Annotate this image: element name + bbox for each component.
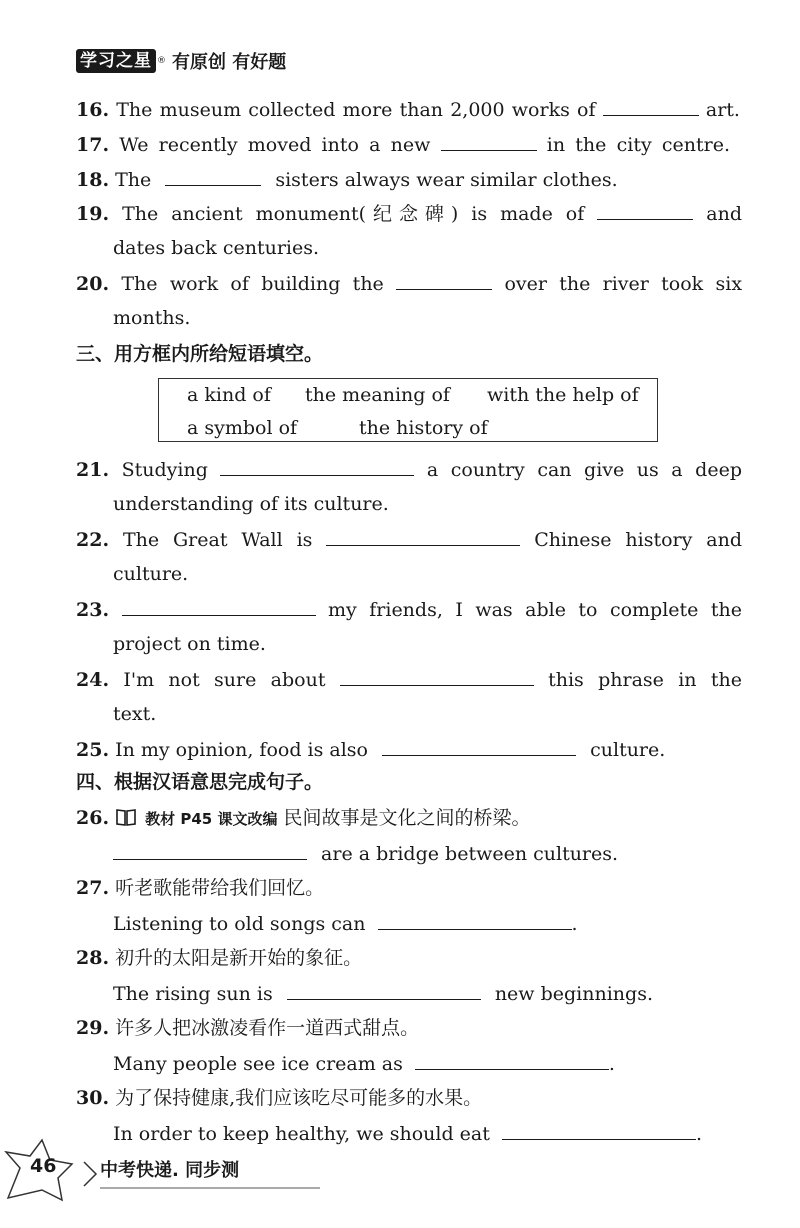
answer-blank[interactable] xyxy=(326,527,520,546)
question-21 xyxy=(76,457,742,482)
answer-blank[interactable] xyxy=(220,457,414,476)
question-text: . xyxy=(608,1053,615,1075)
question-number: 26. xyxy=(76,807,110,829)
question-number: 29. xyxy=(76,1017,110,1039)
question-number: 24. xyxy=(76,669,110,691)
question-28 xyxy=(76,946,362,970)
page-number: 46 xyxy=(30,1155,57,1177)
question-20-cont: months. xyxy=(113,307,191,329)
question-text: sisters always wear similar clothes. xyxy=(275,169,618,191)
question-text: The xyxy=(115,169,152,191)
question-text: this phrase in the xyxy=(548,669,742,691)
brand-logo: 学习之星 xyxy=(76,49,156,73)
question-text: The ancient monument(纪念碑) is made of xyxy=(122,203,585,225)
question-text: . xyxy=(695,1123,702,1145)
question-text: are a bridge between cultures. xyxy=(321,843,619,865)
question-number: 18. xyxy=(76,169,110,191)
question-text: culture. xyxy=(590,739,666,761)
footer-title: 中考快递. 同步测 xyxy=(100,1160,240,1181)
question-27 xyxy=(76,876,324,900)
question-text: Listening to old songs can xyxy=(113,913,366,935)
registered-mark: ® xyxy=(157,56,166,66)
question-number: 20. xyxy=(76,273,110,295)
answer-blank[interactable] xyxy=(396,271,492,290)
chinese-prompt: 听老歌能带给我们回忆。 xyxy=(115,877,325,899)
chinese-prompt: 民间故事是文化之间的桥梁。 xyxy=(283,807,531,829)
question-text: I'm not sure about xyxy=(123,669,326,691)
question-number: 17. xyxy=(76,134,110,156)
footer xyxy=(0,1138,330,1208)
question-19-cont: dates back centuries. xyxy=(113,237,320,259)
section-4-heading: 四、根据汉语意思完成句子。 xyxy=(76,771,324,793)
section-3-heading: 三、用方框内所给短语填空。 xyxy=(76,343,324,365)
header-slogan: 有原创 有好题 xyxy=(172,52,287,73)
question-16 xyxy=(76,97,740,122)
answer-blank[interactable] xyxy=(597,201,693,220)
phrase-box xyxy=(158,378,658,442)
question-number: 19. xyxy=(76,203,110,225)
question-26 xyxy=(76,806,531,833)
question-24-cont: text. xyxy=(113,703,157,725)
answer-blank[interactable] xyxy=(113,841,307,860)
question-28-answer xyxy=(113,981,653,1006)
question-22 xyxy=(76,527,742,552)
question-22-cont: culture. xyxy=(113,563,189,585)
chinese-prompt: 为了保持健康,我们应该吃尽可能多的水果。 xyxy=(115,1087,483,1109)
question-number: 23. xyxy=(76,599,110,621)
question-20 xyxy=(76,271,742,296)
answer-blank[interactable] xyxy=(287,981,481,1000)
question-27-answer xyxy=(113,911,578,936)
question-17 xyxy=(76,132,730,157)
question-text: . xyxy=(571,913,578,935)
answer-blank[interactable] xyxy=(165,167,261,186)
answer-blank[interactable] xyxy=(502,1121,696,1140)
question-text: art. xyxy=(705,99,740,121)
answer-blank[interactable] xyxy=(340,667,534,686)
question-number: 30. xyxy=(76,1087,110,1109)
question-text: new beginnings. xyxy=(494,983,653,1005)
question-text: my friends, I was able to complete the xyxy=(328,599,743,621)
question-number: 22. xyxy=(76,529,110,551)
question-number: 16. xyxy=(76,99,110,121)
question-text: In order to keep healthy, we should eat xyxy=(113,1123,490,1145)
question-text: over the river took six xyxy=(504,273,743,295)
question-25 xyxy=(76,737,665,762)
phrase-option: a symbol of xyxy=(187,417,298,439)
question-text: Chinese history and xyxy=(534,529,742,551)
question-19 xyxy=(76,201,742,226)
question-18 xyxy=(76,167,618,192)
phrase-option: with the help of xyxy=(487,384,639,406)
question-text: in the city centre. xyxy=(546,134,731,156)
question-text: The museum collected more than 2,000 works of xyxy=(116,99,596,121)
question-30 xyxy=(76,1086,482,1110)
question-text: and xyxy=(706,203,743,225)
book-icon xyxy=(115,807,137,833)
question-24 xyxy=(76,667,742,692)
question-number: 21. xyxy=(76,459,110,481)
question-number: 28. xyxy=(76,947,110,969)
chinese-prompt: 许多人把冰激凌看作一道西式甜点。 xyxy=(115,1017,420,1039)
textbook-tag: 教材 P45 课文改编 xyxy=(145,810,278,828)
question-text: The Great Wall is xyxy=(122,529,313,551)
question-23 xyxy=(76,597,742,622)
chinese-prompt: 初升的太阳是新开始的象征。 xyxy=(115,947,363,969)
question-text: The rising sun is xyxy=(113,983,273,1005)
question-29-answer xyxy=(113,1051,615,1076)
question-text: The work of building the xyxy=(121,273,384,295)
answer-blank[interactable] xyxy=(603,97,699,116)
answer-blank[interactable] xyxy=(415,1051,609,1070)
question-26-answer xyxy=(113,841,618,866)
question-text: Many people see ice cream as xyxy=(113,1053,403,1075)
question-text: a country can give us a deep xyxy=(426,459,742,481)
question-number: 27. xyxy=(76,877,110,899)
question-21-cont: understanding of its culture. xyxy=(113,493,389,515)
question-text: In my opinion, food is also xyxy=(115,739,369,761)
answer-blank[interactable] xyxy=(378,911,572,930)
answer-blank[interactable] xyxy=(441,132,537,151)
phrase-option: the history of xyxy=(359,417,488,439)
answer-blank[interactable] xyxy=(122,597,316,616)
question-23-cont: project on time. xyxy=(113,633,266,655)
question-number: 25. xyxy=(76,739,110,761)
phrase-option: a kind of xyxy=(187,384,271,406)
header xyxy=(76,46,286,76)
question-text: We recently moved into a new xyxy=(119,134,431,156)
question-text: Studying xyxy=(121,459,208,481)
answer-blank[interactable] xyxy=(382,737,576,756)
phrase-option: the meaning of xyxy=(305,384,450,406)
question-29 xyxy=(76,1016,419,1040)
